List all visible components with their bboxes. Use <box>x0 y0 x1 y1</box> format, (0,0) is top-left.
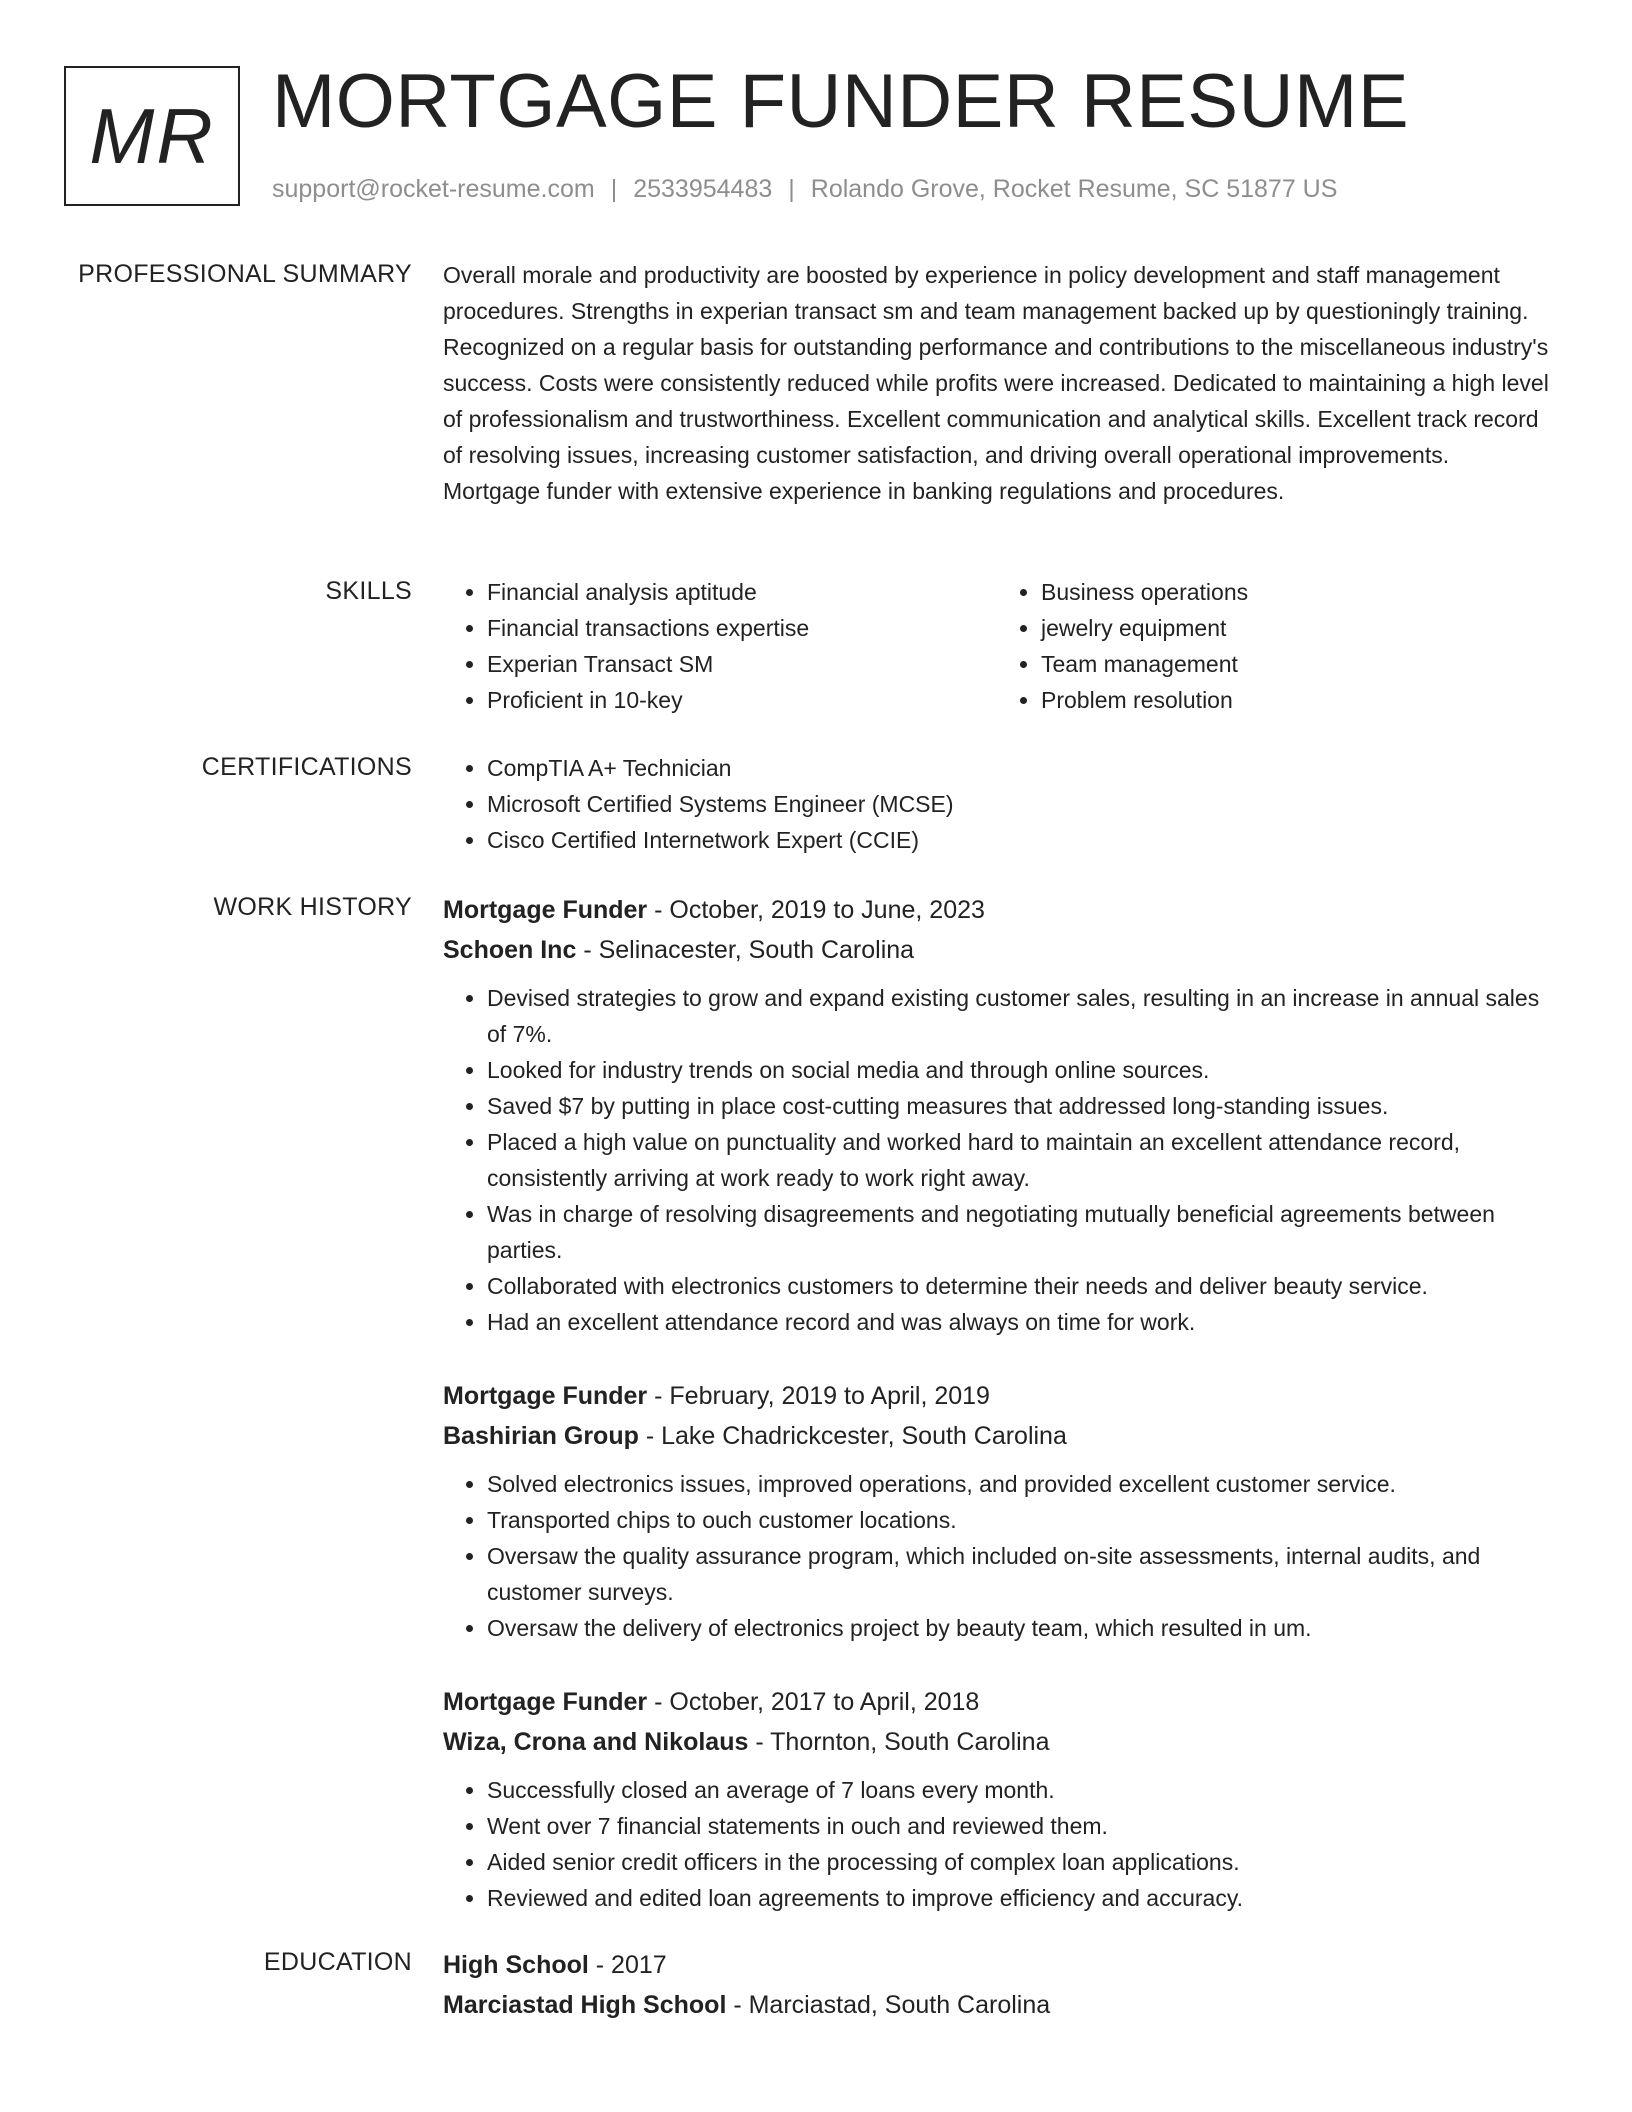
job-company-line <box>443 1416 1551 1456</box>
job-entry <box>443 1376 1551 1646</box>
skill-item: • jewelry equipment <box>1041 610 1551 646</box>
job-company-line <box>443 1722 1551 1762</box>
skill-item: • Proficient in 10-key <box>487 682 997 718</box>
education-degree-line <box>443 1945 1551 1985</box>
job-company-line <box>443 930 1551 970</box>
work-history-body <box>443 890 1551 1952</box>
job-dates: - October, 2017 to April, 2018 <box>647 1688 980 1716</box>
job-bullets <box>443 1466 1551 1646</box>
skill-item: • Team management <box>1041 646 1551 682</box>
job-bullet: • Collaborated with electronics customers to determine their needs and deliver beauty service. <box>487 1268 1551 1304</box>
job-title: Mortgage Funder <box>443 1688 648 1716</box>
contact-email: support@rocket-resume.com <box>272 175 595 203</box>
section-label-work-history: WORK HISTORY <box>213 893 412 921</box>
job-bullets <box>443 1772 1551 1916</box>
job-bullet: • Solved electronics issues, improved operations, and provided excellent customer service. <box>487 1466 1551 1502</box>
skill-item: • Financial transactions expertise <box>487 610 997 646</box>
job-bullet: • Had an excellent attendance record and was always on time for work. <box>487 1304 1551 1340</box>
job-title-line <box>443 890 1551 930</box>
job-dates: - October, 2019 to June, 2023 <box>647 896 985 924</box>
skill-item: • Financial analysis aptitude <box>487 574 997 610</box>
section-label-skills: SKILLS <box>325 577 412 605</box>
job-entry <box>443 1682 1551 1916</box>
skills-column-1 <box>443 574 997 718</box>
contact-address: Rolando Grove, Rocket Resume, SC 51877 US <box>810 175 1338 203</box>
job-title-line <box>443 1682 1551 1722</box>
job-bullet: • Saved $7 by putting in place cost-cutting measures that addressed long-standing issues. <box>487 1088 1551 1124</box>
skill-item: • Business operations <box>1041 574 1551 610</box>
job-bullet: • Went over 7 financial statements in ouch and reviewed them. <box>487 1808 1551 1844</box>
education-degree: High School <box>443 1951 589 1979</box>
job-company: Wiza, Crona and Nikolaus <box>443 1728 749 1756</box>
section-label-certifications: CERTIFICATIONS <box>201 753 412 781</box>
job-title: Mortgage Funder <box>443 896 648 924</box>
job-bullet: • Successfully closed an average of 7 loans every month. <box>487 1772 1551 1808</box>
education-school: Marciastad High School <box>443 1991 727 2019</box>
contact-separator: | <box>788 175 795 203</box>
job-bullet: • Looked for industry trends on social media and through online sources. <box>487 1052 1551 1088</box>
summary-text: Overall morale and productivity are boosted by experience in policy development and staff management procedures. Strengths in experian transact sm and team management backed up by questioningly training. Recognized on a regular basis for outstanding performance and contributions to the miscellaneous industry's success. Costs were consistently reduced while profits were increased. Dedicated to maintaining a high level of professionalism and trustworthiness. Excellent communication and analytical skills. Excellent track record of resolving issues, increasing customer satisfaction, and driving overall operational improvements. Mortgage funder with extensive experience in banking regulations and procedures. <box>443 262 1549 504</box>
certifications-body <box>443 750 1551 858</box>
skill-item: • Experian Transact SM <box>487 646 997 682</box>
monogram-logo: MR <box>64 66 240 206</box>
education-school-line <box>443 1985 1551 2025</box>
job-company: Bashirian Group <box>443 1422 639 1450</box>
contact-line <box>272 172 1337 206</box>
skills-body <box>443 574 1551 718</box>
job-entry <box>443 890 1551 1340</box>
skills-column-2 <box>997 574 1551 718</box>
job-bullet: • Reviewed and edited loan agreements to improve efficiency and accuracy. <box>487 1880 1551 1916</box>
job-bullet: • Oversaw the quality assurance program, which included on-site assessments, internal audits, and customer surveys. <box>487 1538 1551 1610</box>
job-dates: - February, 2019 to April, 2019 <box>647 1382 990 1410</box>
job-location: - Lake Chadrickcester, South Carolina <box>638 1422 1067 1450</box>
section-label-education: EDUCATION <box>263 1948 412 1976</box>
summary-body <box>443 257 1551 509</box>
certification-item: • Microsoft Certified Systems Engineer (MCSE) <box>487 786 1551 822</box>
job-bullet: • Transported chips to ouch customer locations. <box>487 1502 1551 1538</box>
contact-separator: | <box>610 175 618 203</box>
job-bullet: • Aided senior credit officers in the processing of complex loan applications. <box>487 1844 1551 1880</box>
education-body <box>443 1945 1551 2025</box>
job-bullet: • Devised strategies to grow and expand existing customer sales, resulting in an increase in annual sales of 7%. <box>487 980 1551 1052</box>
job-bullet: • Was in charge of resolving disagreements and negotiating mutually beneficial agreements between parties. <box>487 1196 1551 1268</box>
skill-item: • Problem resolution <box>1041 682 1551 718</box>
job-company: Schoen Inc <box>443 936 577 964</box>
job-bullet: • Oversaw the delivery of electronics project by beauty team, which resulted in um. <box>487 1610 1551 1646</box>
certification-item: • Cisco Certified Internetwork Expert (CCIE) <box>487 822 1551 858</box>
job-location: - Selinacester, South Carolina <box>576 936 915 964</box>
certifications-list <box>443 750 1551 858</box>
job-location: - Thornton, South Carolina <box>748 1728 1050 1756</box>
education-year: - 2017 <box>588 1951 667 1979</box>
job-title-line <box>443 1376 1551 1416</box>
job-title: Mortgage Funder <box>443 1382 648 1410</box>
section-label-summary: PROFESSIONAL SUMMARY <box>78 260 412 288</box>
job-bullet: • Placed a high value on punctuality and worked hard to maintain an excellent attendance record, consistently arriving at work ready to work right away. <box>487 1124 1551 1196</box>
certification-item: • CompTIA A+ Technician <box>487 750 1551 786</box>
contact-phone: 2533954483 <box>633 175 773 203</box>
resume-title: MORTGAGE FUNDER RESUME <box>272 59 1410 144</box>
education-location: - Marciastad, South Carolina <box>726 1991 1051 2019</box>
job-bullets <box>443 980 1551 1340</box>
